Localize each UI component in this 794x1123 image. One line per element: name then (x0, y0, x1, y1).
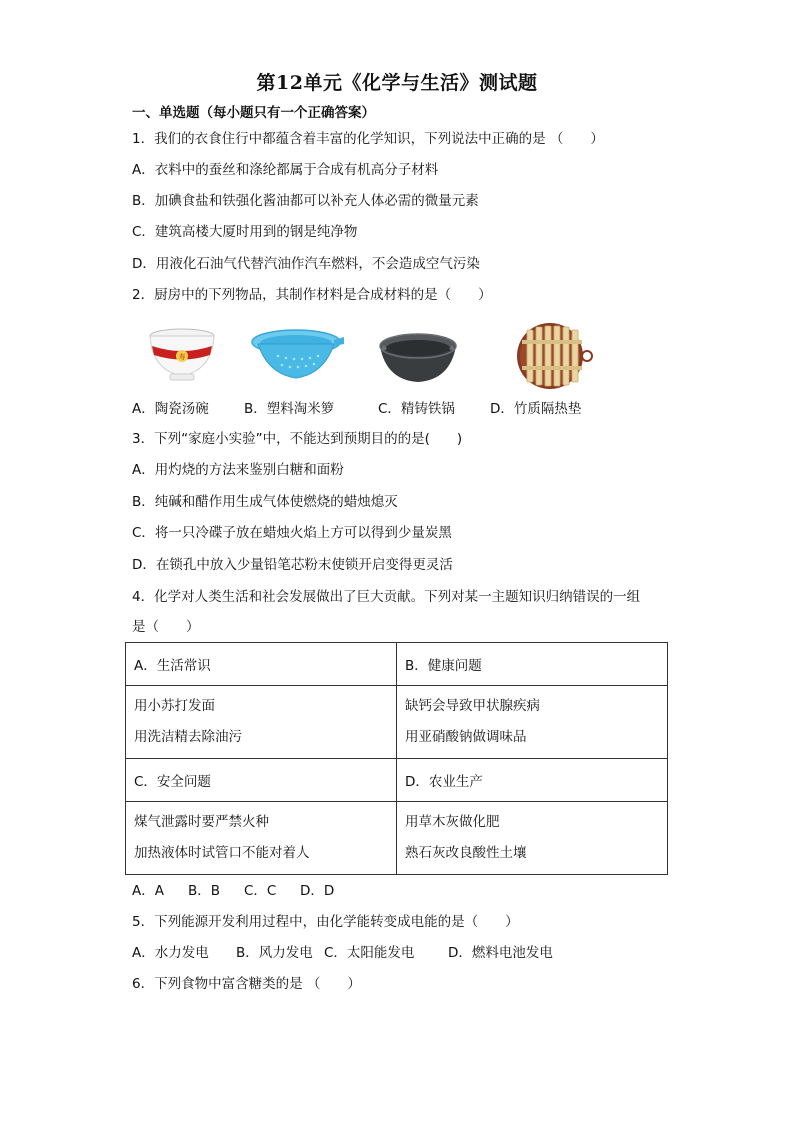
question-2-images (130, 322, 630, 394)
table-cell-text: 用洗洁精去除油污 (134, 729, 242, 745)
table-cell-b-head: B．健康问题 (397, 643, 668, 686)
question-4-stem-line-2: 是（ ） (132, 619, 200, 635)
table-cell-text: 缺钙会导致甲状腺疾病 (405, 698, 540, 714)
question-3-option-a: A．用灼烧的方法来鉴别白糖和面粉 (132, 462, 344, 478)
table-cell-text: 加热液体时试管口不能对着人 (134, 845, 310, 861)
question-1-option-b: B．加碘食盐和铁强化酱油都可以补充人体必需的微量元素 (132, 193, 479, 209)
question-5-option-d: D．燃料电池发电 (448, 945, 553, 961)
question-2-option-d: D．竹质隔热垫 (490, 401, 582, 417)
table-row (126, 802, 668, 875)
question-2-option-b: B．塑料淘米箩 (244, 401, 335, 417)
table-cell-text: 用亚硝酸钠做调味品 (405, 729, 527, 745)
ceramic-bowl-image (142, 322, 232, 392)
table-cell-text: 用小苏打发面 (134, 698, 215, 714)
question-4-option-d: D．D (300, 883, 335, 899)
question-5-option-a: A．水力发电 (132, 945, 209, 961)
table-cell-c-body (126, 802, 397, 875)
question-1-option-a: A．衣料中的蚕丝和涤纶都属于合成有机高分子材料 (132, 162, 439, 178)
question-3-option-b: B．纯碱和醋作用生成气体使燃烧的蜡烛熄灭 (132, 494, 398, 510)
table-cell-text: 煤气泄露时要严禁火种 (134, 814, 269, 830)
question-4-options (132, 882, 334, 900)
table-row (126, 686, 668, 759)
question-4-option-b: B．B (188, 883, 221, 899)
question-3-option-c: C．将一只冷碟子放在蜡烛火焰上方可以得到少量炭黑 (132, 525, 452, 541)
question-4-option-a: A．A (132, 883, 164, 899)
table-cell-b-body (397, 686, 668, 759)
question-3-stem: 3．下列“家庭小实验”中，不能达到预期目的的是( ) (132, 431, 463, 447)
table-cell-a-head: A．生活常识 (126, 643, 397, 686)
table-row (126, 643, 668, 686)
question-5-option-b: B．风力发电 (236, 945, 313, 961)
iron-wok-image (376, 322, 466, 392)
plastic-basket-image (248, 322, 338, 392)
question-6-stem: 6．下列食物中富含糖类的是 （ ） (132, 976, 361, 992)
table-cell-d-head: D．农业生产 (397, 759, 668, 802)
question-2-stem: 2．厨房中的下列物品，其制作材料是合成材料的是（ ） (132, 287, 492, 303)
question-1-option-c: C．建筑高楼大厦时用到的钢是纯净物 (132, 224, 358, 240)
page-title: 第12单元《化学与生活》测试题 (256, 72, 538, 94)
question-2-option-c: C．精铸铁锅 (378, 401, 455, 417)
question-3-option-d: D．在锁孔中放入少量铅笔芯粉末使锁开启变得更灵活 (132, 557, 453, 573)
question-2-option-a: A．陶瓷汤碗 (132, 401, 209, 417)
table-cell-text: 熟石灰改良酸性土壤 (405, 845, 527, 861)
table-cell-c-head: C．安全问题 (126, 759, 397, 802)
question-5-stem: 5．下列能源开发利用过程中，由化学能转变成电能的是（ ） (132, 914, 519, 930)
section-heading-single-choice: 一、单选题（每小题只有一个正确答案） (132, 105, 375, 121)
svg-text:寿: 寿 (178, 353, 186, 361)
table-cell-a-body (126, 686, 397, 759)
question-4-table (125, 642, 668, 875)
question-5-option-c: C．太阳能发电 (324, 945, 415, 961)
question-4-stem-line-1: 4．化学对人类生活和社会发展做出了巨大贡献。下列对某一主题知识归纳错误的一组 (132, 589, 641, 605)
table-cell-d-body (397, 802, 668, 875)
question-1-stem: 1．我们的衣食住行中都蕴含着丰富的化学知识，下列说法中正确的是 （ ） (132, 131, 604, 147)
question-1-option-d: D．用液化石油气代替汽油作汽车燃料，不会造成空气污染 (132, 256, 480, 272)
table-row (126, 759, 668, 802)
question-4-option-c: C．C (244, 883, 277, 899)
table-cell-text: 用草木灰做化肥 (405, 814, 500, 830)
question-2-options (132, 400, 581, 418)
bamboo-mat-image (510, 322, 600, 392)
question-5-options (132, 944, 553, 962)
